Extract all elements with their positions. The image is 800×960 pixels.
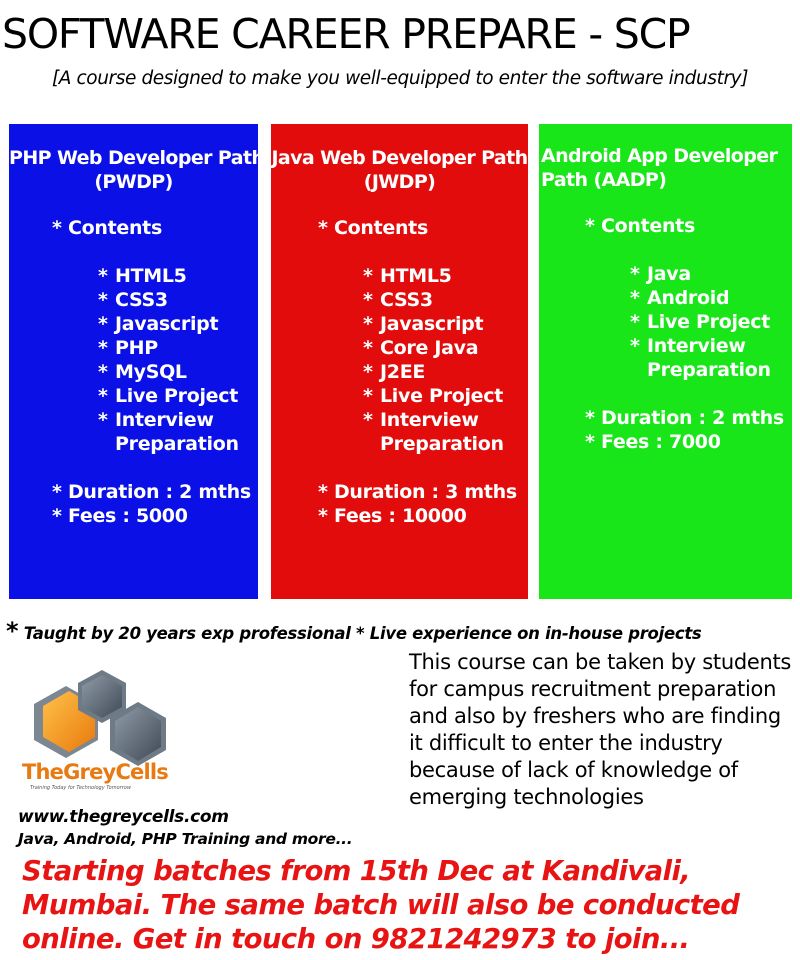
page-subtitle: [A course designed to make you well-equipped to enter the software industry] (51, 68, 749, 89)
list-item: * HTML5 (98, 264, 238, 288)
php-contents-label: * Contents (52, 217, 162, 239)
list-item: * Live Project (363, 384, 503, 408)
java-path-title (271, 146, 528, 194)
list-item: * PHP (98, 336, 238, 360)
php-item-continuation: Preparation (115, 433, 239, 455)
list-item: * MySQL (98, 360, 238, 384)
list-item: * Core Java (363, 336, 503, 360)
list-item: * Interview (98, 408, 238, 432)
batch-announcement: Starting batches from 15th Dec at Kandivali, Mumbai. The same batch will also be conducted online. Get in touch on 9821242973 to join... (22, 855, 740, 955)
php-path-title-line1: PHP Web Developer Path (9, 147, 265, 169)
php-fees: * Fees : 5000 (52, 505, 188, 527)
footnote-star: * (6, 617, 19, 645)
training-tagline: Java, Android, PHP Training and more... (18, 830, 353, 848)
php-path-title (9, 146, 265, 194)
list-item: * Android (630, 286, 770, 310)
java-contents-label: * Contents (318, 217, 428, 239)
list-item: * Live Project (98, 384, 238, 408)
java-path-title-line1: Java Web Developer Path (271, 147, 528, 169)
website-link[interactable]: www.thegreycells.com (18, 807, 229, 827)
page-title: SOFTWARE CAREER PREPARE - SCP (2, 10, 690, 58)
java-contents-list (363, 264, 503, 432)
java-path-card (271, 124, 528, 599)
thegreycells-logo (16, 666, 196, 796)
android-path-title-line1: Android App Developer (541, 145, 778, 167)
list-item: * Javascript (98, 312, 238, 336)
android-path-title-line2: Path (AADP) (541, 169, 667, 191)
android-duration: * Duration : 2 mths (585, 407, 784, 429)
php-path-card (9, 124, 265, 599)
list-item: * Javascript (363, 312, 503, 336)
list-item: * CSS3 (98, 288, 238, 312)
footnote-text: Taught by 20 years exp professional * Live experience on in-house projects (18, 624, 702, 643)
list-item: * CSS3 (363, 288, 503, 312)
list-item: * Live Project (630, 310, 770, 334)
list-item: * Interview (363, 408, 503, 432)
logo-wordmark: TheGreyCells (22, 760, 168, 784)
course-highlights (6, 618, 701, 647)
android-contents-list (630, 262, 770, 358)
java-fees: * Fees : 10000 (318, 505, 467, 527)
logo-tagline: Training Today for Technology Tomorrow (30, 785, 131, 791)
list-item: * J2EE (363, 360, 503, 384)
android-fees: * Fees : 7000 (585, 431, 721, 453)
android-path-card (539, 124, 792, 599)
php-path-title-line2: (PWDP) (94, 171, 173, 193)
android-contents-label: * Contents (585, 215, 695, 237)
list-item: * Interview (630, 334, 770, 358)
java-duration: * Duration : 3 mths (318, 481, 517, 503)
java-path-title-line2: (JWDP) (363, 171, 436, 193)
php-duration: * Duration : 2 mths (52, 481, 251, 503)
android-path-title (541, 144, 794, 192)
php-contents-list (98, 264, 238, 432)
list-item: * Java (630, 262, 770, 286)
java-item-continuation: Preparation (380, 433, 504, 455)
course-description: This course can be taken by students for campus recruitment preparation and also by freshers who are finding it difficult to enter the industry because of lack of knowledge of emerging technologies (409, 650, 792, 809)
android-item-continuation: Preparation (647, 359, 771, 381)
list-item: * HTML5 (363, 264, 503, 288)
